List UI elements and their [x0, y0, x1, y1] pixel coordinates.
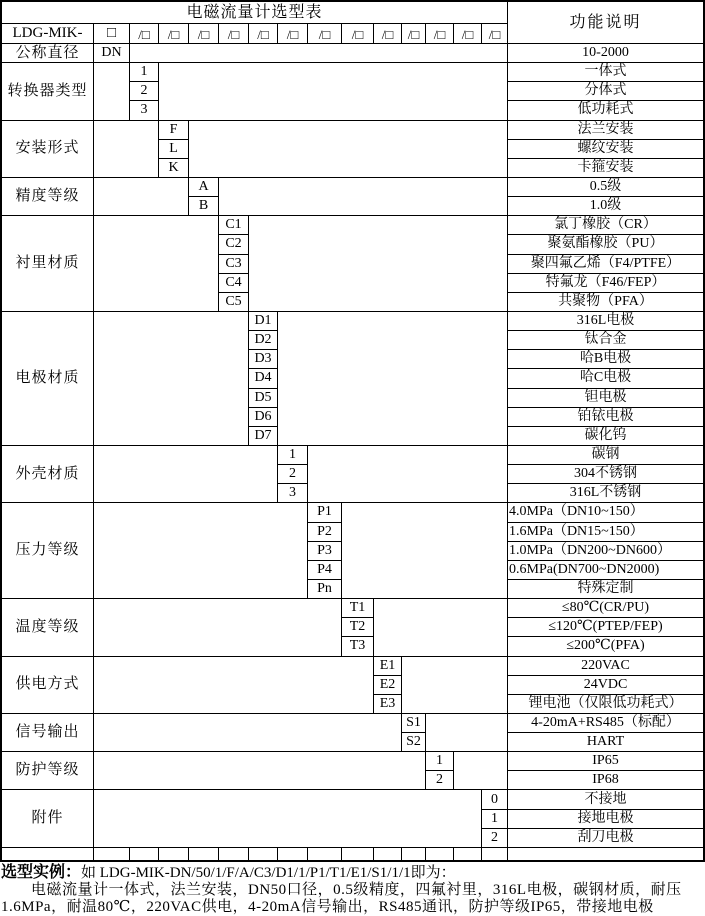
code-cell: E3 — [374, 695, 402, 714]
code-cell: 2 — [130, 82, 159, 101]
code-cell: S1 — [402, 714, 426, 733]
section-label: 转换器类型 — [2, 63, 94, 120]
description-cell: 钽电极 — [508, 389, 703, 408]
description-cell: 316L不锈钢 — [508, 484, 703, 503]
section-label: 精度等级 — [2, 178, 94, 216]
merged-empty-left — [94, 790, 482, 847]
code-cell: E1 — [374, 657, 402, 676]
description-cell: IP68 — [508, 771, 703, 790]
description-cell: 1.0级 — [508, 197, 703, 216]
description-cell: ≤80℃(CR/PU) — [508, 599, 703, 618]
code-cell: F — [159, 121, 189, 140]
merged-empty-left — [94, 599, 342, 656]
description-cell: 锂电池（仅限低功耗式） — [508, 695, 703, 714]
code-cell: T2 — [342, 618, 374, 637]
merged-empty-left — [94, 714, 402, 752]
description-cell: 碳钢 — [508, 446, 703, 465]
code-cell: D6 — [249, 408, 278, 427]
merged-empty-left — [94, 121, 159, 178]
description-cell: 0.6MPa(DN700~DN2000) — [508, 561, 703, 580]
empty-grid-cell — [2, 848, 94, 860]
model-code-slot: /□ — [159, 24, 189, 44]
description-cell: 低功耗式 — [508, 101, 703, 120]
empty-grid-cell — [426, 848, 454, 860]
description-cell: 1.0MPa（DN200~DN600） — [508, 542, 703, 561]
code-cell: D7 — [249, 427, 278, 446]
code-cell: C4 — [219, 274, 249, 293]
merged-empty-left — [94, 752, 426, 790]
merged-empty-right — [159, 63, 508, 120]
merged-empty-right — [374, 599, 508, 656]
description-cell: 螺纹安装 — [508, 140, 703, 159]
table-title: 电磁流量计选型表 — [2, 2, 508, 24]
section-label: 电极材质 — [2, 312, 94, 446]
model-code-slot: /□ — [454, 24, 482, 44]
description-cell: 不接地 — [508, 790, 703, 809]
empty-grid-cell — [482, 848, 508, 860]
description-cell: 0.5级 — [508, 178, 703, 197]
section-label: 信号输出 — [2, 714, 94, 752]
empty-grid-cell — [342, 848, 374, 860]
code-cell: 1 — [130, 63, 159, 82]
description-cell: 聚氨酯橡胶（PU） — [508, 235, 703, 254]
code-cell: DN — [94, 44, 130, 63]
description-cell: 铂铱电极 — [508, 408, 703, 427]
code-cell: D5 — [249, 389, 278, 408]
code-cell: K — [159, 159, 189, 178]
description-cell: IP65 — [508, 752, 703, 771]
section-label: 外壳材质 — [2, 446, 94, 503]
code-cell: Pn — [308, 580, 342, 599]
example-section — [0, 862, 705, 916]
merged-empty-left — [94, 178, 189, 216]
description-cell: 24VDC — [508, 676, 703, 695]
code-cell: 3 — [278, 484, 308, 503]
description-column-header: 功能说明 — [508, 2, 703, 44]
merged-empty-right — [219, 178, 508, 216]
description-cell: 分体式 — [508, 82, 703, 101]
merged-empty-left — [94, 63, 130, 120]
description-cell: 接地电极 — [508, 810, 703, 829]
section-label: 衬里材质 — [2, 216, 94, 312]
description-cell: 一体式 — [508, 63, 703, 82]
description-cell: 10-2000 — [508, 44, 703, 63]
description-cell: 钛合金 — [508, 331, 703, 350]
merged-empty-right — [249, 216, 508, 312]
example-description: 电磁流量计一体式，法兰安装，DN50口径，0.5级精度，四氟衬里，316L电极，碳钢材质，耐压1.6MPa，耐温80℃，220VAC供电，4-20mA信号输出，RS485通讯，防护等级IP65，带接地电极 — [1, 882, 682, 915]
merged-empty-right — [402, 657, 508, 714]
code-cell: T1 — [342, 599, 374, 618]
description-cell: HART — [508, 733, 703, 752]
merged-empty-left — [94, 312, 249, 446]
model-code-slot: /□ — [130, 24, 159, 44]
code-cell: P4 — [308, 561, 342, 580]
description-cell: 氯丁橡胶（CR） — [508, 216, 703, 235]
description-cell: 刮刀电极 — [508, 829, 703, 848]
code-cell: S2 — [402, 733, 426, 752]
code-cell: 2 — [482, 829, 508, 848]
model-code-slot: /□ — [342, 24, 374, 44]
section-label: 供电方式 — [2, 657, 94, 714]
section-label: 防护等级 — [2, 752, 94, 790]
code-cell: 1 — [482, 810, 508, 829]
section-label: 附件 — [2, 790, 94, 847]
code-cell: L — [159, 140, 189, 159]
merged-empty-right — [308, 446, 508, 503]
code-cell: 2 — [426, 771, 454, 790]
merged-empty-right — [342, 503, 508, 599]
model-code-slot: /□ — [249, 24, 278, 44]
code-cell: D4 — [249, 369, 278, 388]
code-cell: E2 — [374, 676, 402, 695]
merged-empty-right — [189, 121, 508, 178]
code-cell: C2 — [219, 235, 249, 254]
description-cell: 共聚物（PFA） — [508, 293, 703, 312]
code-cell: C3 — [219, 255, 249, 274]
model-code-slot: /□ — [374, 24, 402, 44]
section-label: 安装形式 — [2, 121, 94, 178]
merged-empty-right — [130, 44, 508, 63]
merged-empty-left — [94, 503, 308, 599]
code-cell: 1 — [426, 752, 454, 771]
example-code: 如 LDG-MIK-DN/50/1/F/A/C3/D1/1/P1/T1/E1/S1/1/1即为： — [81, 865, 456, 881]
empty-grid-cell — [94, 848, 130, 860]
description-cell: 卡箍安装 — [508, 159, 703, 178]
code-cell: 3 — [130, 101, 159, 120]
merged-empty-left — [94, 657, 374, 714]
code-cell: P2 — [308, 523, 342, 542]
empty-grid-cell — [219, 848, 249, 860]
description-cell: 1.6MPa（DN15~150） — [508, 523, 703, 542]
example-label: 选型实例： — [1, 864, 82, 881]
section-label: 公称直径 — [2, 44, 94, 63]
description-cell: 304不锈钢 — [508, 465, 703, 484]
model-code-slot: /□ — [482, 24, 508, 44]
model-code-slot: /□ — [189, 24, 219, 44]
merged-empty-left — [94, 216, 219, 312]
empty-grid-cell — [374, 848, 402, 860]
description-cell: 碳化钨 — [508, 427, 703, 446]
model-code-slot: /□ — [219, 24, 249, 44]
empty-grid-cell — [159, 848, 189, 860]
empty-grid-cell — [454, 848, 482, 860]
merged-empty-left — [94, 446, 278, 503]
empty-grid-cell — [189, 848, 219, 860]
code-cell: D3 — [249, 350, 278, 369]
code-cell: D1 — [249, 312, 278, 331]
code-cell: B — [189, 197, 219, 216]
model-prefix-cell: LDG-MIK- — [2, 24, 94, 44]
code-cell: A — [189, 178, 219, 197]
merged-empty-right — [426, 714, 508, 752]
code-cell: C5 — [219, 293, 249, 312]
code-cell: T3 — [342, 637, 374, 656]
merged-empty-right — [278, 312, 508, 446]
model-code-slot: /□ — [426, 24, 454, 44]
code-cell: P1 — [308, 503, 342, 522]
code-cell: 0 — [482, 790, 508, 809]
description-cell: 特氟龙（F46/FEP） — [508, 274, 703, 293]
section-label: 压力等级 — [2, 503, 94, 599]
empty-grid-cell — [249, 848, 278, 860]
code-cell: 2 — [278, 465, 308, 484]
code-cell: 1 — [278, 446, 308, 465]
section-label: 温度等级 — [2, 599, 94, 656]
empty-grid-cell — [308, 848, 342, 860]
merged-empty-right — [454, 752, 508, 790]
code-cell: P3 — [308, 542, 342, 561]
empty-grid-cell — [508, 848, 703, 860]
model-code-box: □ — [94, 24, 130, 44]
description-cell: ≤200℃(PFA) — [508, 637, 703, 656]
empty-grid-cell — [278, 848, 308, 860]
example-line — [1, 864, 704, 882]
model-code-slot: /□ — [402, 24, 426, 44]
empty-grid-cell — [130, 848, 159, 860]
description-cell: 法兰安装 — [508, 121, 703, 140]
description-cell: ≤120℃(PTEP/FEP) — [508, 618, 703, 637]
empty-grid-cell — [402, 848, 426, 860]
code-cell: C1 — [219, 216, 249, 235]
model-code-slot: /□ — [308, 24, 342, 44]
description-cell: 4-20mA+RS485（标配） — [508, 714, 703, 733]
description-cell: 220VAC — [508, 657, 703, 676]
model-code-slot: /□ — [278, 24, 308, 44]
description-cell: 4.0MPa（DN10~150） — [508, 503, 703, 522]
description-cell: 哈C电极 — [508, 369, 703, 388]
description-cell: 316L电极 — [508, 312, 703, 331]
description-cell: 哈B电极 — [508, 350, 703, 369]
code-cell: D2 — [249, 331, 278, 350]
description-cell: 特殊定制 — [508, 580, 703, 599]
description-cell: 聚四氟乙烯（F4/PTFE） — [508, 255, 703, 274]
